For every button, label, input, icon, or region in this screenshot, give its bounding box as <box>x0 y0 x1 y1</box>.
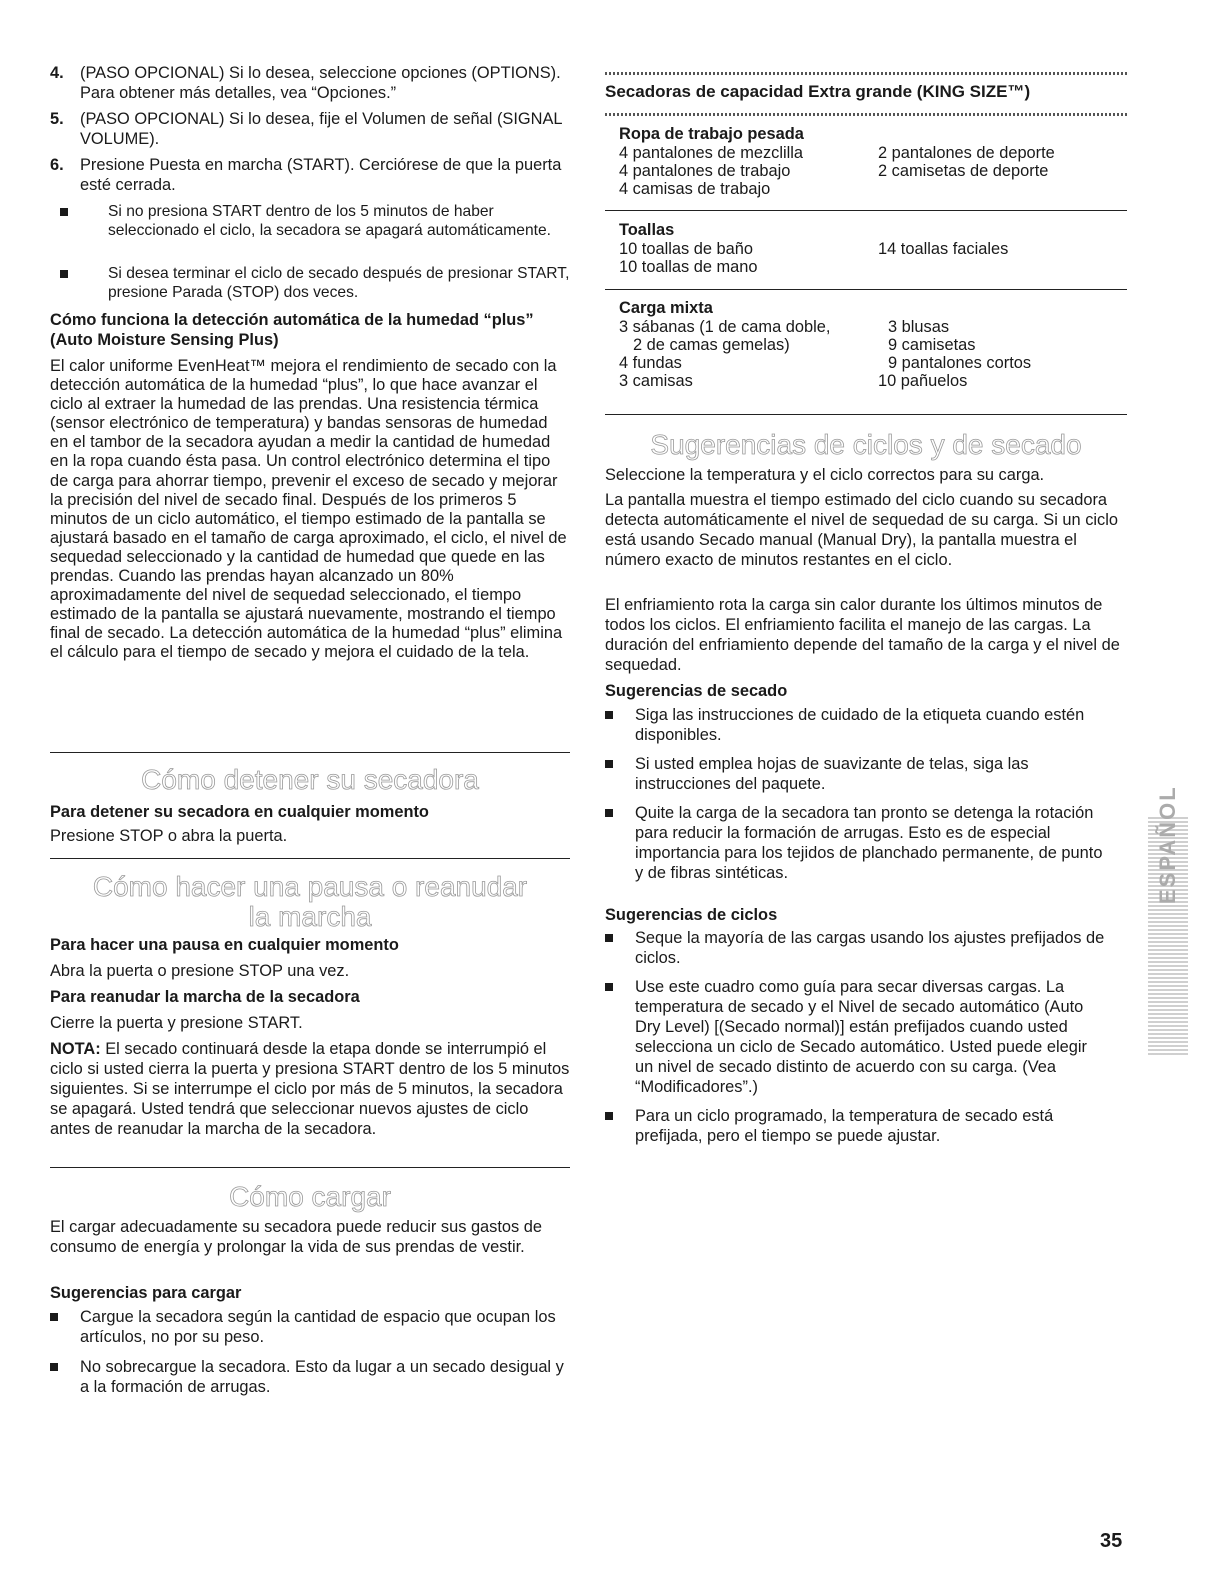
list-item: Para un ciclo programado, la temperatura de secado está prefijada, pero el tiempo se puede ajustar. <box>605 1106 1105 1146</box>
list-item: No sobrecargue la secadora. Esto da lugar a un secado desigual y a la formación de arrugas. <box>50 1357 570 1397</box>
table-cell: 3 sábanas (1 de cama doble, <box>619 318 831 336</box>
divider <box>50 858 570 859</box>
bullet-icon <box>605 809 613 817</box>
sensing-heading: Cómo funciona la detección automática de la humedad “plus” (Auto Moisture Sensing Plus) <box>50 311 534 349</box>
step-6 <box>50 155 570 195</box>
step-number: 5. <box>50 110 64 128</box>
load-body: El cargar adecuadamente su secadora puede reducir sus gastos de consumo de energía y prolongar la vida de sus prendas de vestir. <box>50 1218 543 1256</box>
bullet-icon <box>60 270 68 278</box>
step-text: (PASO OPCIONAL) Si lo desea, fije el Volumen de señal (SIGNAL VOLUME). <box>80 110 562 148</box>
page-number: 35 <box>1100 1530 1123 1552</box>
table-cell: 4 camisas de trabajo <box>619 180 771 198</box>
pause-body: Abra la puerta o presione STOP una vez. <box>50 962 350 980</box>
divider <box>50 1167 570 1168</box>
list-item: Use este cuadro como guía para secar diversas cargas. La temperatura de secado y el Nivel de secado automático (Auto Dry Level) [(Secado normal)] están prefijados cuando usted selecciona un ciclo de Secado automático. Usted puede elegir un nivel de secado distinto de acuerdo con su carga. (Vea “Modificadores”.) <box>605 977 1105 1097</box>
dotted-rule <box>605 113 1127 116</box>
step-text: (PASO OPCIONAL) Si lo desea, seleccione opciones (OPTIONS). Para obtener más detalles, vea “Opciones.” <box>80 64 561 102</box>
divider <box>605 210 1127 211</box>
step-4 <box>50 63 570 103</box>
table-cell: 3 camisas <box>619 372 693 390</box>
table-cell: 4 pantalones de mezclilla <box>619 144 804 162</box>
step-number: 6. <box>50 156 64 174</box>
table-cell: 10 toallas de baño <box>619 240 753 258</box>
list-item: Si no presiona START dentro de los 5 minutos de haber seleccionado el ciclo, la secadora se apagará automáticamente. <box>60 202 570 262</box>
bullet-icon <box>605 983 613 991</box>
list-item: Si usted emplea hojas de suavizante de telas, siga las instrucciones del paquete. <box>605 754 1105 794</box>
list-item: Quite la carga de la secadora tan pronto se detenga la rotación para reducir la formación de arrugas. Esto es de especial importancia para los tejidos de planchado permanente, de punto y de fibras sintéticas. <box>605 803 1105 883</box>
divider <box>605 289 1127 290</box>
sensing-body: El calor uniforme EvenHeat™ mejora el rendimiento de secado con la detección automática de la humedad “plus”, lo que hace avanzar el ciclo al extraer la humedad de las prendas. Una resistencia térmica (sensor electrónico de temperatura) y bandas sensoras de humedad en el tambor de la secadora ayudan a medir la cantidad de humedad en la ropa cuando ésta pasa. Un control electrónico determina el tipo de carga para ahorrar tiempo, prevenir el exceso de secado y mejorar la precisión del nivel de secado final. Después de los primeros 5 minutos de un ciclo automático, el tiempo estimado de la pantalla se ajustará basado en el tamaño de carga aproximado, el ciclo, el nivel de sequedad seleccionado y la cantidad de humedad que quede en las prendas. Cuando las prendas hayan alcanzado un 80% aproximadamente del nivel de sequedad seleccionado, el tiempo estimado de la pantalla se ajustará nuevamente, mostrando el tiempo final de secado. La detección automática de la humedad “plus” elimina el cálculo para el tiempo de secado y mejora el cuidado de la tela. <box>50 357 567 662</box>
table-cell: 10 toallas de mano <box>619 258 758 276</box>
resume-body: Cierre la puerta y presione START. <box>50 1014 303 1032</box>
stop-body: Presione STOP o abra la puerta. <box>50 827 288 845</box>
divider <box>605 414 1127 415</box>
load-tips-heading: Sugerencias para cargar <box>50 1284 242 1302</box>
group-heading: Ropa de trabajo pesada <box>619 125 804 143</box>
pause-heading: Para hacer una pausa en cualquier momento <box>50 936 399 954</box>
table-cell: 2 pantalones de deporte <box>878 144 1055 162</box>
group-heading: Toallas <box>619 221 675 239</box>
divider <box>50 752 570 753</box>
cycle-paragraph-1: La pantalla muestra el tiempo estimado del ciclo cuando su secadora detecta automáticamente el nivel de sequedad de su carga. Si un ciclo está usando Secado manual (Manual Dry), la pantalla muestra el número exacto de minutos restantes en el ciclo. <box>605 491 1118 569</box>
table-cell: 14 toallas faciales <box>878 240 1009 258</box>
note <box>50 1039 570 1139</box>
section-title-load: Cómo cargar <box>229 1181 391 1212</box>
table-cell: 10 pañuelos <box>878 372 968 390</box>
table-cell: 2 de camas gemelas) <box>633 336 790 354</box>
resume-heading: Para reanudar la marcha de la secadora <box>50 988 360 1006</box>
dotted-rule <box>605 72 1127 75</box>
language-tab <box>1148 785 1188 1055</box>
list-item: Seque la mayoría de las cargas usando los ajustes prefijados de ciclos. <box>605 928 1105 968</box>
section-title-pause-line2: la marcha <box>248 901 372 932</box>
cycle-paragraph-2: El enfriamiento rota la carga sin calor durante los últimos minutos de todos los ciclos. El enfriamiento facilita el manejo de las cargas. La duración del enfriamiento depende del tamaño de la carga y el nivel de sequedad. <box>605 596 1120 674</box>
king-size-title: Secadoras de capacidad Extra grande (KING SIZE™) <box>605 82 1031 101</box>
section-title-pause-line1: Cómo hacer una pausa o reanudar <box>92 871 528 902</box>
list-item: Cargue la secadora según la cantidad de espacio que ocupan los artículos, no por su peso. <box>50 1307 570 1347</box>
dry-tips-heading: Sugerencias de secado <box>605 682 788 700</box>
bullet-icon <box>605 934 613 942</box>
bullet-icon <box>50 1363 58 1371</box>
section-title-cycles: Sugerencias de ciclos y de secado <box>650 429 1082 460</box>
table-cell: 3 blusas <box>888 318 950 336</box>
bullet-icon <box>605 760 613 768</box>
table-cell: 9 camisetas <box>888 336 976 354</box>
table-cell: 9 pantalones cortos <box>888 354 1032 372</box>
bullet-icon <box>60 208 68 216</box>
table-cell: 2 camisetas de deporte <box>878 162 1049 180</box>
list-item: Si desea terminar el ciclo de secado después de presionar START, presione Parada (STOP) dos veces. <box>60 264 570 304</box>
group-heading: Carga mixta <box>619 299 713 317</box>
step-5 <box>50 109 570 149</box>
bullet-icon <box>605 1112 613 1120</box>
cycle-intro: Seleccione la temperatura y el ciclo correctos para su carga. <box>605 466 1045 484</box>
step-number: 4. <box>50 64 64 82</box>
note-body: El secado continuará desde la etapa donde se interrumpió el ciclo si usted cierra la puerta y presiona START dentro de los 5 minutos siguientes. Si se interrumpe el ciclo por más de 5 minutos, la secadora se apagará. Usted tendrá que seleccionar nuevos ajustes de ciclo antes de reanudar la marcha de la secadora. <box>50 1040 570 1138</box>
section-title-stop: Cómo detener su secadora <box>141 764 479 795</box>
bullet-icon <box>50 1313 58 1321</box>
table-cell: 4 fundas <box>619 354 682 372</box>
cycle-tips-heading: Sugerencias de ciclos <box>605 906 778 924</box>
stop-heading: Para detener su secadora en cualquier momento <box>50 803 429 821</box>
list-item: Siga las instrucciones de cuidado de la etiqueta cuando estén disponibles. <box>605 705 1105 745</box>
step-text: Presione Puesta en marcha (START). Cerciórese de que la puerta esté cerrada. <box>80 156 562 194</box>
note-label: NOTA: <box>50 1040 101 1058</box>
table-cell: 4 pantalones de trabajo <box>619 162 791 180</box>
bullet-icon <box>605 711 613 719</box>
language-tab-label: ESPAÑOL <box>1155 785 1180 904</box>
